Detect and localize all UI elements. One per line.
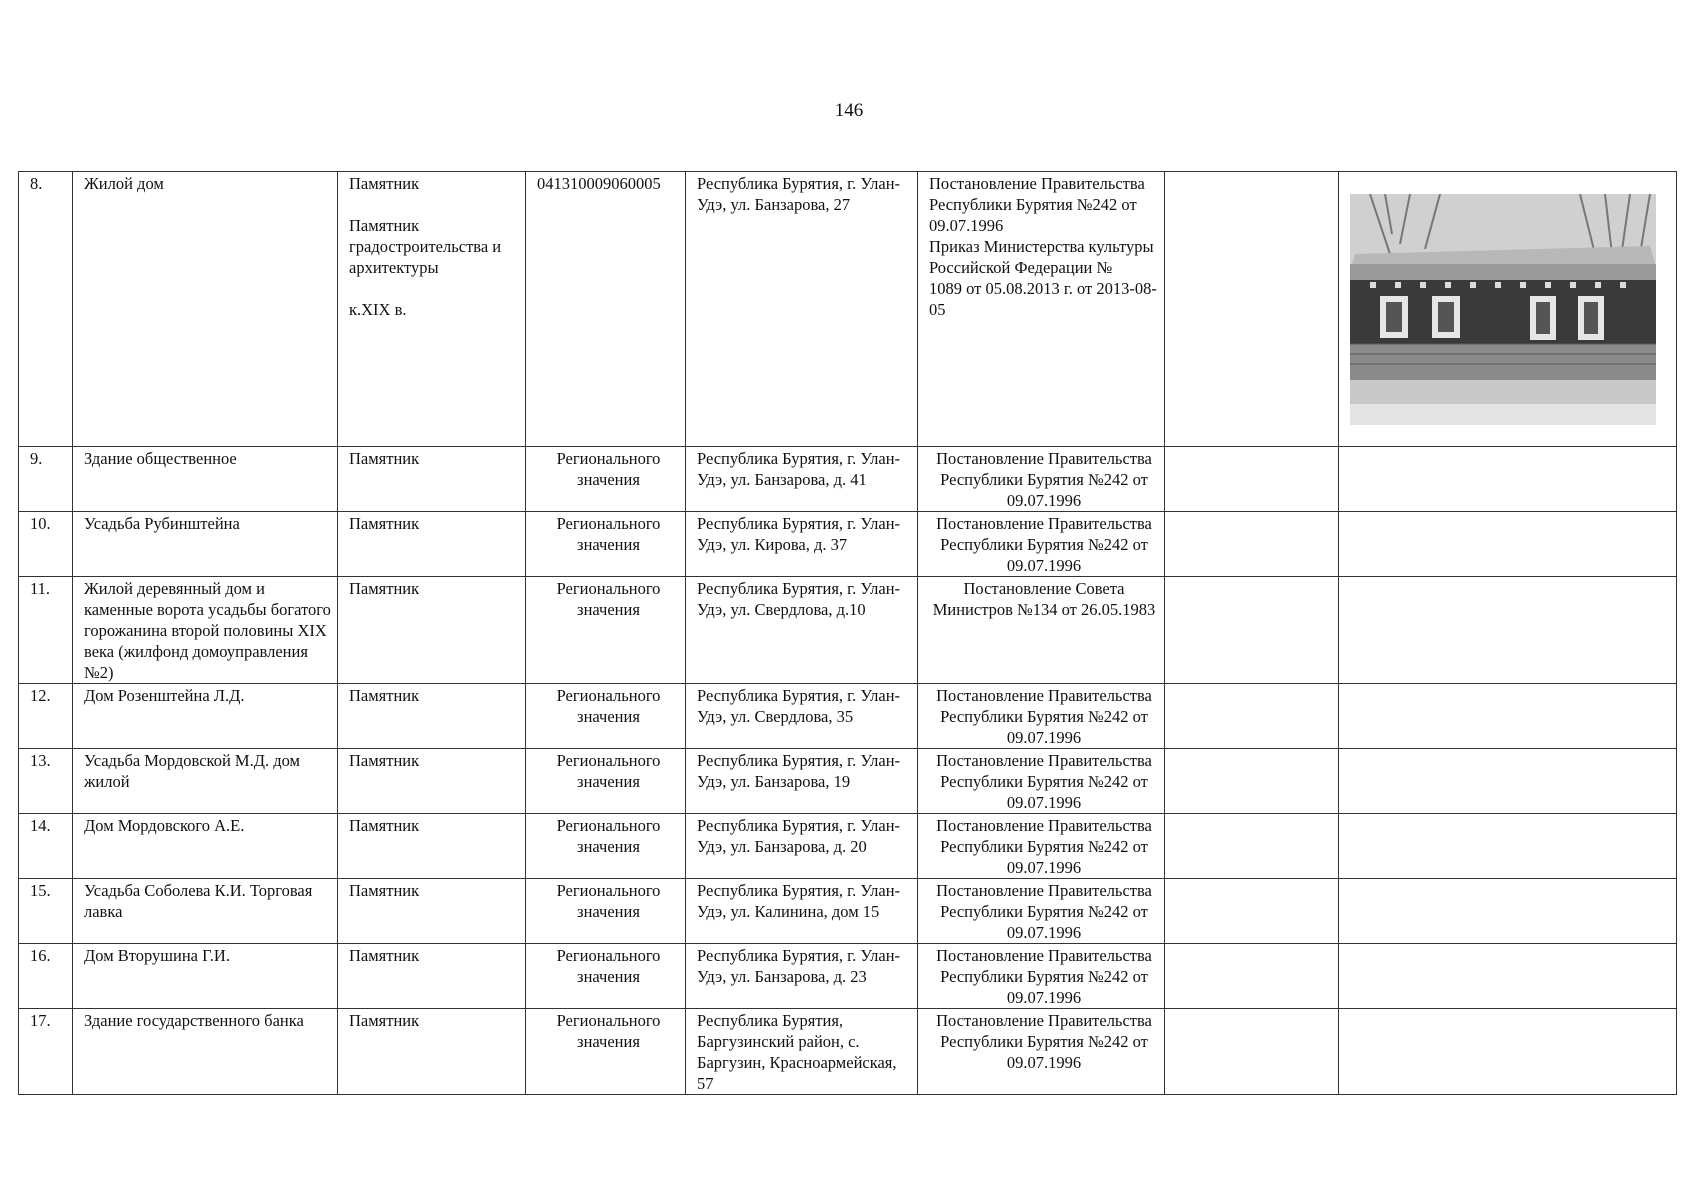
photo-cell [1339, 749, 1677, 814]
object-address: Республика Бурятия, г. Улан-Удэ, ул. Кирова, д. 37 [686, 512, 918, 577]
significance-category: Регионального значения [526, 749, 686, 814]
object-name: Дом Вторушина Г.И. [73, 944, 338, 1009]
object-name: Дом Розенштейна Л.Д. [73, 684, 338, 749]
table-row [19, 447, 1677, 512]
photo-cell [1339, 512, 1677, 577]
object-name: Усадьба Мордовской М.Д. дом жилой [73, 749, 338, 814]
row-number: 17. [19, 1009, 73, 1095]
object-address: Республика Бурятия, г. Улан-Удэ, ул. Свердлова, д.10 [686, 577, 918, 684]
object-type: Памятник Памятник градостроительства и архитектуры к.XIX в. [338, 172, 526, 447]
table-row [19, 814, 1677, 879]
object-address: Республика Бурятия, Баргузинский район, с. Баргузин, Красноармейская, 57 [686, 1009, 918, 1095]
extra-cell [1165, 447, 1339, 512]
object-type: Памятник [338, 749, 526, 814]
wooden-house-photo [1350, 194, 1656, 425]
object-address: Республика Бурятия, г. Улан-Удэ, ул. Банзарова, 19 [686, 749, 918, 814]
extra-cell [1165, 577, 1339, 684]
significance-category: Регионального значения [526, 577, 686, 684]
significance-category: Регионального значения [526, 879, 686, 944]
object-name: Усадьба Рубинштейна [73, 512, 338, 577]
object-address: Республика Бурятия, г. Улан-Удэ, ул. Банзарова, д. 20 [686, 814, 918, 879]
table-row [19, 749, 1677, 814]
object-name: Здание государственного банка [73, 1009, 338, 1095]
extra-cell [1165, 944, 1339, 1009]
object-type: Памятник [338, 814, 526, 879]
table-row [19, 577, 1677, 684]
object-address: Республика Бурятия, г. Улан-Удэ, ул. Калинина, дом 15 [686, 879, 918, 944]
legal-document: Постановление Правительства Республики Бурятия №242 от 09.07.1996 [918, 879, 1165, 944]
object-address: Республика Бурятия, г. Улан-Удэ, ул. Банзарова, д. 23 [686, 944, 918, 1009]
photo-cell [1339, 577, 1677, 684]
row-number: 8. [19, 172, 73, 447]
photo-cell [1339, 1009, 1677, 1095]
extra-cell [1165, 879, 1339, 944]
photo-cell [1339, 172, 1677, 447]
row-number: 12. [19, 684, 73, 749]
extra-cell [1165, 172, 1339, 447]
object-address: Республика Бурятия, г. Улан-Удэ, ул. Банзарова, 27 [686, 172, 918, 447]
legal-document: Постановление Правительства Республики Бурятия №242 от 09.07.1996 [918, 684, 1165, 749]
object-name: Здание общественное [73, 447, 338, 512]
legal-document: Постановление Правительства Республики Бурятия №242 от 09.07.1996 [918, 944, 1165, 1009]
object-type: Памятник [338, 447, 526, 512]
photo-cell [1339, 447, 1677, 512]
significance-category: Регионального значения [526, 1009, 686, 1095]
object-type: Памятник [338, 512, 526, 577]
photo-cell [1339, 879, 1677, 944]
significance-category: Регионального значения [526, 944, 686, 1009]
legal-document: Постановление Совета Министров №134 от 26.05.1983 [918, 577, 1165, 684]
photo-cell [1339, 684, 1677, 749]
legal-document: Постановление Правительства Республики Бурятия №242 от 09.07.1996 [918, 1009, 1165, 1095]
legal-document: Постановление Правительства Республики Бурятия №242 от 09.07.1996 [918, 749, 1165, 814]
object-type: Памятник [338, 684, 526, 749]
object-type: Памятник [338, 879, 526, 944]
object-type: Памятник [338, 944, 526, 1009]
table-row [19, 172, 1677, 447]
extra-cell [1165, 749, 1339, 814]
legal-document: Постановление Правительства Республики Бурятия №242 от 09.07.1996 [918, 447, 1165, 512]
object-address: Республика Бурятия, г. Улан-Удэ, ул. Банзарова, д. 41 [686, 447, 918, 512]
table-row [19, 879, 1677, 944]
table-row [19, 684, 1677, 749]
significance-category: Регионального значения [526, 684, 686, 749]
object-name: Дом Мордовского А.Е. [73, 814, 338, 879]
page-number: 146 [834, 100, 864, 121]
row-number: 13. [19, 749, 73, 814]
legal-document: Постановление Правительства Республики Бурятия №242 от 09.07.1996 [918, 512, 1165, 577]
significance-category: Регионального значения [526, 512, 686, 577]
row-number: 9. [19, 447, 73, 512]
object-type: Памятник [338, 577, 526, 684]
row-number: 14. [19, 814, 73, 879]
extra-cell [1165, 814, 1339, 879]
row-number: 15. [19, 879, 73, 944]
row-number: 11. [19, 577, 73, 684]
row-number: 16. [19, 944, 73, 1009]
extra-cell [1165, 684, 1339, 749]
object-name: Жилой дом [73, 172, 338, 447]
object-name: Жилой деревянный дом и каменные ворота усадьбы богатого горожанина второй половины XIX века (жилфонд домоуправления №2) [73, 577, 338, 684]
legal-document: Постановление Правительства Республики Бурятия №242 от 09.07.1996 [918, 814, 1165, 879]
extra-cell [1165, 1009, 1339, 1095]
object-address: Республика Бурятия, г. Улан-Удэ, ул. Свердлова, 35 [686, 684, 918, 749]
monuments-table [18, 171, 1677, 1095]
legal-document: Постановление Правительства Республики Бурятия №242 от 09.07.1996 Приказ Министерства культуры Российской Федерации № 1089 от 05.08.2013 г. от 2013-08-05 [918, 172, 1165, 447]
photo-cell [1339, 944, 1677, 1009]
object-type: Памятник [338, 1009, 526, 1095]
object-name: Усадьба Соболева К.И. Торговая лавка [73, 879, 338, 944]
significance-category: Регионального значения [526, 814, 686, 879]
row-number: 10. [19, 512, 73, 577]
registry-number: 041310009060005 [526, 172, 686, 447]
photo-cell [1339, 814, 1677, 879]
table-row [19, 944, 1677, 1009]
significance-category: Регионального значения [526, 447, 686, 512]
table-row [19, 1009, 1677, 1095]
table-row [19, 512, 1677, 577]
extra-cell [1165, 512, 1339, 577]
